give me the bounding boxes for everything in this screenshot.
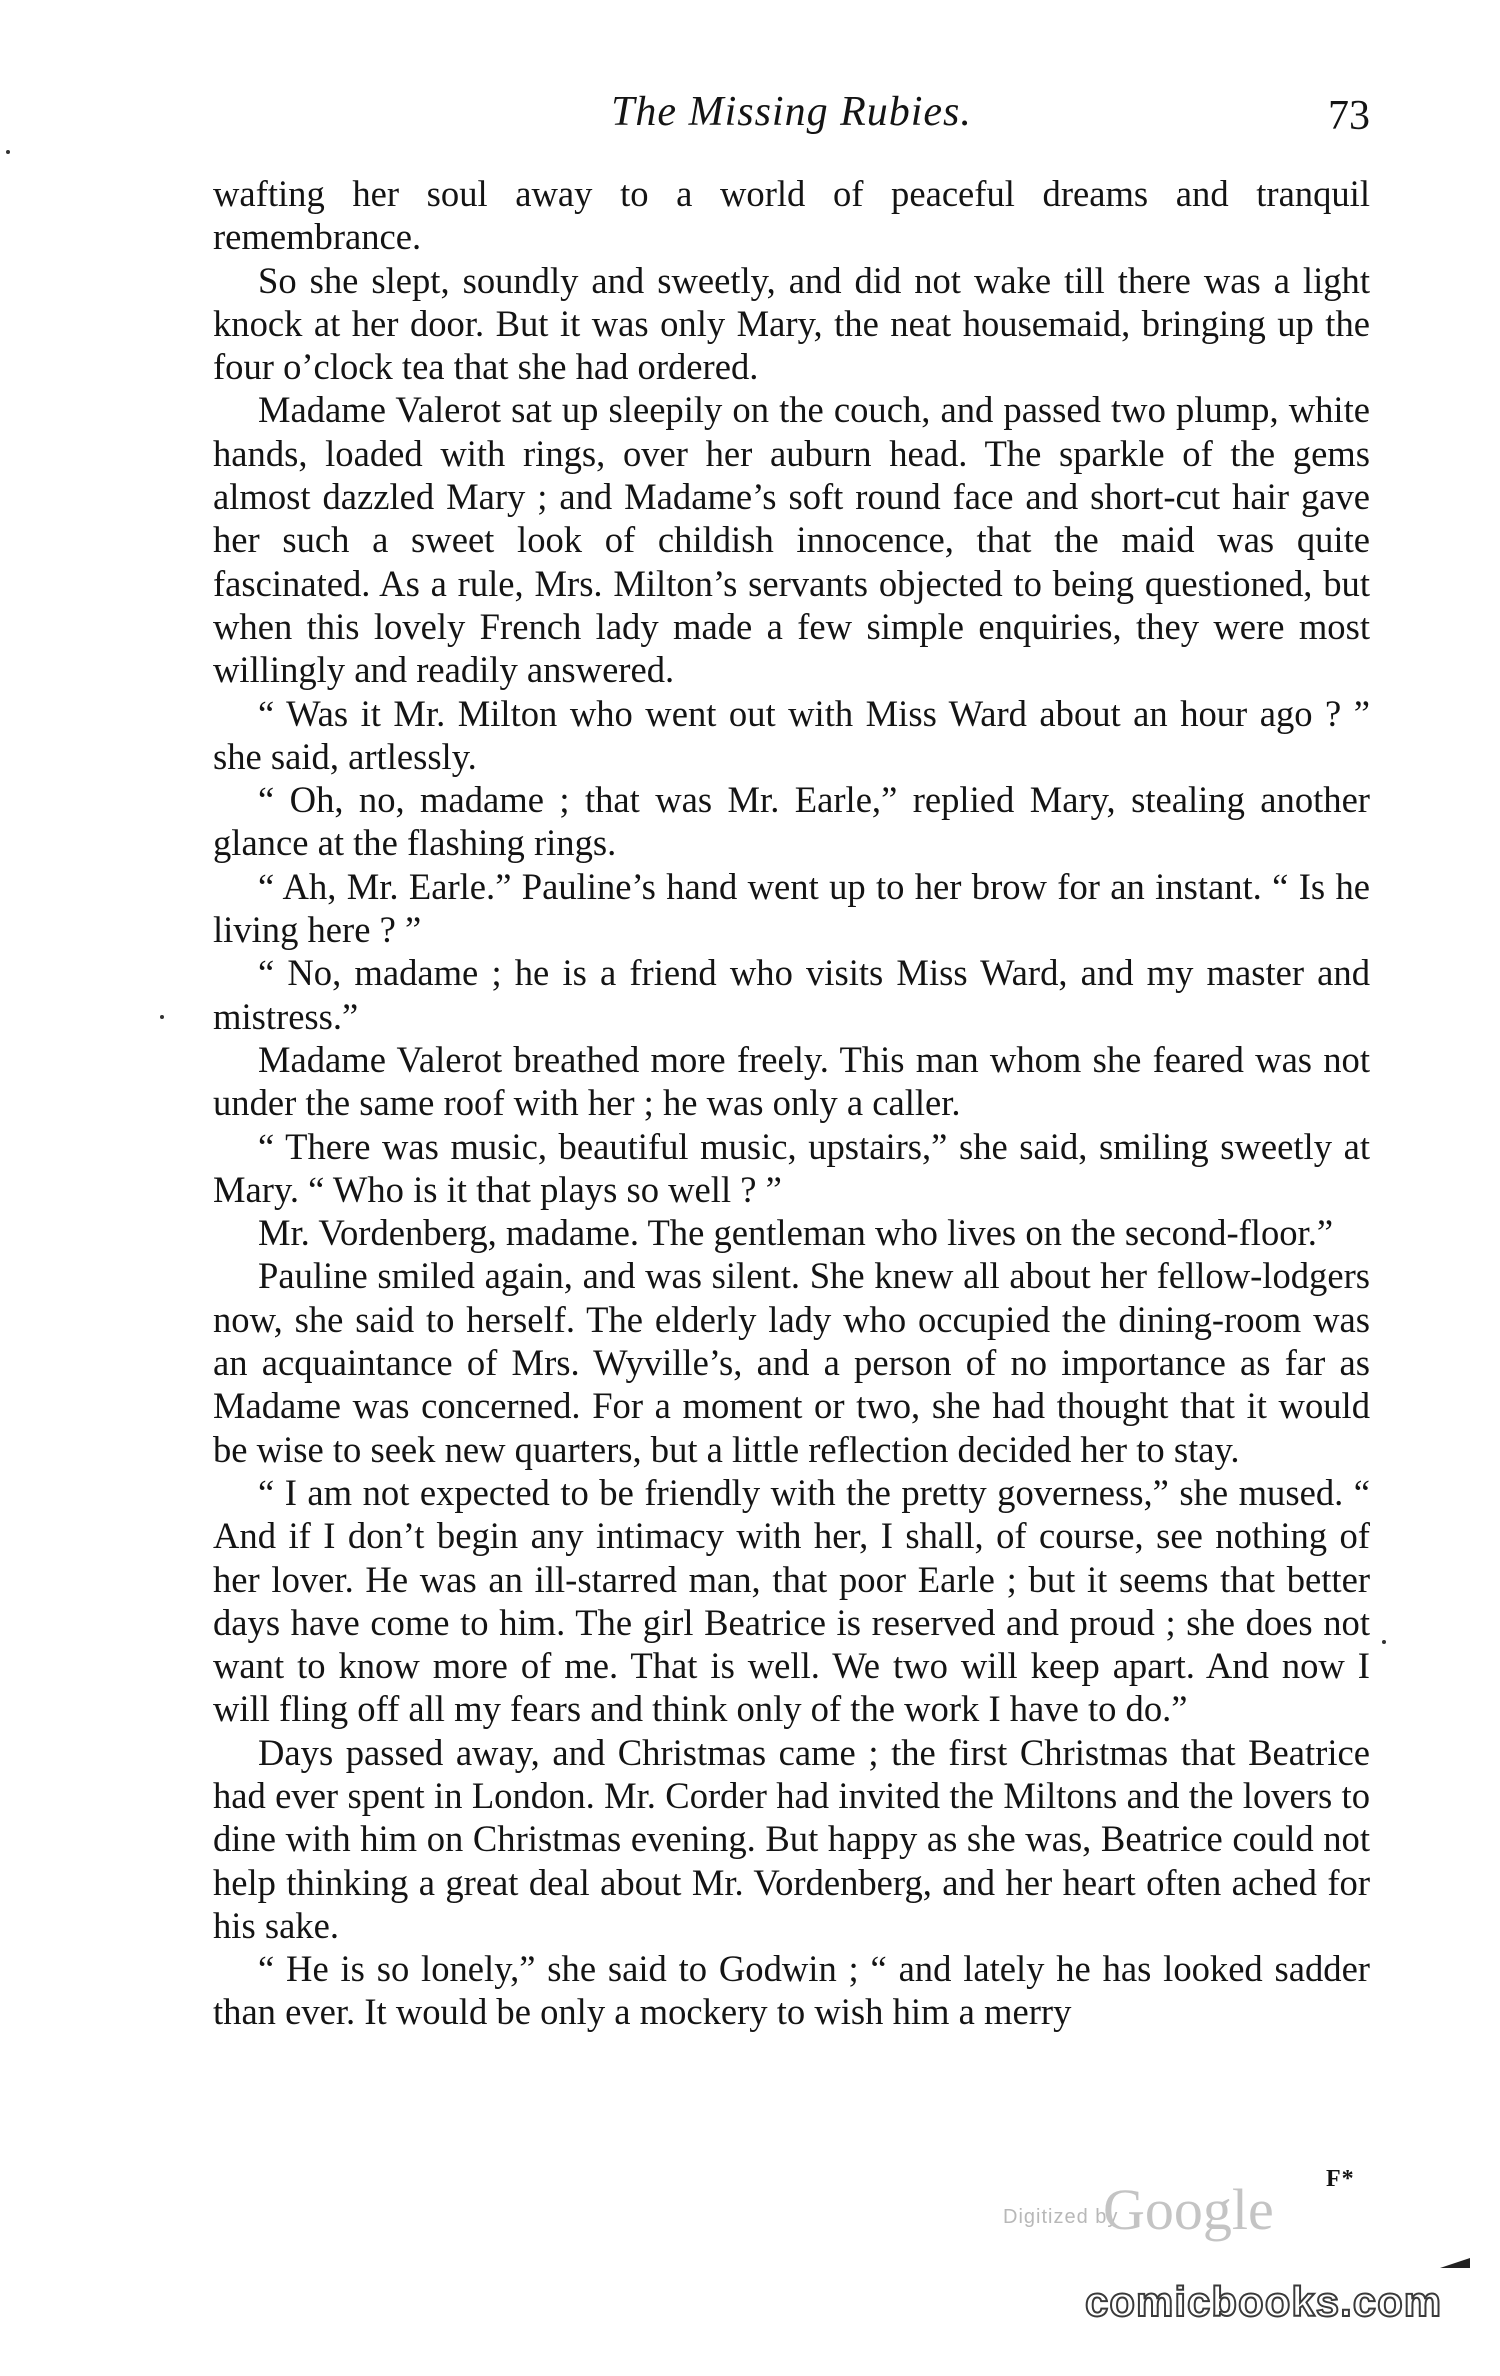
paragraph: Madame Valerot breathed more freely. This man whom she feared was not under the same roof with her ; he was only a caller. bbox=[213, 1038, 1370, 1124]
stray-mark bbox=[1382, 1640, 1386, 1644]
paragraph: “ He is so lonely,” she said to Godwin ; “ and lately he has looked sadder than ever. It would be only a mockery to wish him a merry bbox=[213, 1948, 1370, 2033]
watermark: comicbooks.com bbox=[1085, 2278, 1443, 2325]
paragraph: “ Was it Mr. Milton who went out with Miss Ward about an hour ago ? ” she said, artlessly. bbox=[213, 692, 1370, 777]
paragraph: “ I am not expected to be friendly with the pretty governess,” she mused. “ And if I don’t begin any intimacy with her, I shall, of course, see nothing of her lover. He was an ill-starred man, that poor Earle ; but it seems that better days have come to him. The girl Beatrice is reserved and proud ; she does not want to know more of me. That is well. We two will keep apart. And now I will fling off all my fears and think only of the work I have to do.” bbox=[213, 1471, 1370, 1730]
digitized-notice bbox=[1003, 2176, 1303, 2246]
paragraph: “ Oh, no, madame ; that was Mr. Earle,” replied Mary, stealing another glance at the flashing rings. bbox=[213, 779, 1370, 864]
corner-mark-icon bbox=[1440, 2258, 1470, 2268]
stray-mark bbox=[160, 1015, 164, 1019]
paragraph: “ There was music, beautiful music, upstairs,” she said, smiling sweetly at Mary. “ Who is it that plays so well ? ” bbox=[213, 1125, 1370, 1210]
paragraph: Mr. Vordenberg, madame. The gentleman who lives on the second-floor.” bbox=[258, 1212, 1334, 1254]
running-head bbox=[213, 88, 1370, 148]
page-number: 73 bbox=[1328, 93, 1370, 139]
body-text bbox=[213, 172, 1370, 2034]
paragraph: Pauline smiled again, and was silent. She knew all about her fellow-lodgers now, she said to herself. The elderly lady who occupied the dining-room was an acquaintance of Mrs. Wyville’s, and a person of no importance as far as Madame was concerned. For a moment or two, she had thought that it would be wise to seek new quarters, but a little reflection decided her to stay. bbox=[213, 1255, 1370, 1470]
paragraph: Days passed away, and Christmas came ; the first Christmas that Beatrice had ever spent in London. Mr. Corder had invited the Miltons and the lovers to dine with him on Christmas evening. But happy as she was, Beatrice could not help thinking a great deal about Mr. Vordenberg, and her heart often ached for his sake. bbox=[213, 1731, 1370, 1946]
digitized-by-text: Digitized by bbox=[1003, 2206, 1119, 2228]
paragraph: “ No, madame ; he is a friend who visits Miss Ward, and my master and mistress.” bbox=[213, 952, 1370, 1037]
paragraph: So she slept, soundly and sweetly, and did not wake till there was a light knock at her door. But it was only Mary, the neat housemaid, bringing up the four o’clock tea that she had ordered. bbox=[213, 259, 1370, 388]
paragraph: Madame Valerot sat up sleepily on the couch, and passed two plump, white hands, loaded with rings, over her auburn head. The sparkle of the gems almost dazzled Mary ; and Madame’s soft round face and short-cut hair gave her such a sweet look of childish innocence, that the maid was quite fascinated. As a rule, Mrs. Milton’s servants objected to being questioned, but when this lovely French lady made a few simple enquiries, they were most willingly and readily answered. bbox=[213, 389, 1370, 691]
paragraph: wafting her soul away to a world of peaceful dreams and tranquil remembrance. bbox=[213, 173, 1370, 258]
paragraph: “ Ah, Mr. Earle.” Pauline’s hand went up to her brow for an instant. “ Is he living here ? ” bbox=[213, 865, 1370, 951]
google-logo: Google bbox=[1103, 2177, 1274, 2242]
printer-signature: F* bbox=[1326, 2166, 1355, 2192]
stray-mark bbox=[6, 150, 10, 154]
running-title: The Missing Rubies. bbox=[611, 89, 972, 135]
